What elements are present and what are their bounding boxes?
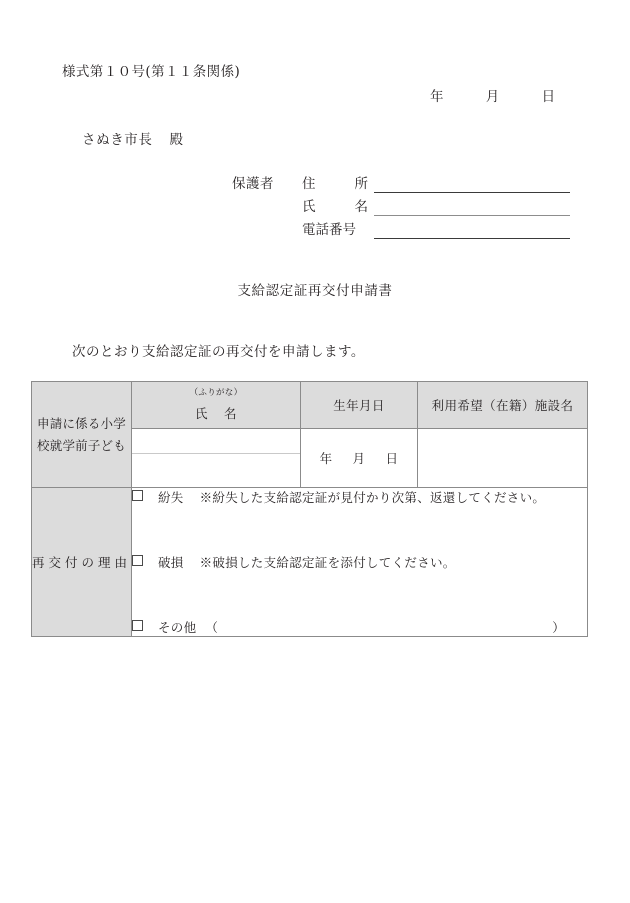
reason-option-damaged-note: ※破損した支給認定証を添付してください。 (199, 555, 456, 570)
name-input[interactable] (132, 454, 300, 487)
checkbox-icon[interactable] (132, 555, 143, 566)
reason-option-other[interactable] (132, 618, 587, 636)
birth-day-label: 日 (385, 451, 399, 466)
reason-other-open-paren: （ (205, 620, 219, 635)
guardian-name-row (302, 193, 570, 216)
birth-year-label: 年 (319, 451, 333, 466)
date-year-label: 年 (430, 89, 444, 105)
birth-month-label: 月 (352, 451, 366, 466)
name-input-cell[interactable] (132, 429, 301, 488)
guardian-name-input[interactable] (374, 198, 570, 216)
child-label-line1: 申請に係る小学 (37, 415, 126, 431)
guardian-fields (302, 170, 570, 239)
reason-option-lost-label: 紛失 (158, 490, 184, 505)
birthdate-column-header: 生年月日 (301, 382, 418, 429)
form-code-label: 様式第１０号(第１１条関係) (62, 64, 241, 80)
intro-sentence: 次のとおり支給認定証の再交付を申請します。 (72, 344, 365, 360)
guardian-name-label: 氏 名 (302, 198, 368, 215)
name-label: 氏 名 (194, 405, 238, 421)
reason-other-close-paren: ） (552, 620, 565, 635)
guardian-phone-label: 電話番号 (302, 221, 356, 238)
reason-section-label: 再交付の理由 (32, 488, 132, 637)
document-title: 支給認定証再交付申請書 (237, 283, 393, 299)
furigana-label: （ふりがな） (189, 388, 243, 399)
reason-option-damaged[interactable] (132, 553, 587, 571)
furigana-input[interactable] (132, 429, 300, 454)
child-label-line2: 校就学前子ども (37, 437, 126, 453)
birthdate-input-cell[interactable] (301, 429, 418, 488)
table-row (32, 382, 588, 429)
facility-column-header: 利用希望（在籍）施設名 (418, 382, 588, 429)
guardian-phone-row (302, 216, 570, 239)
addressee-honorific: 殿 (169, 132, 184, 148)
checkbox-icon[interactable] (132, 490, 143, 501)
checkbox-icon[interactable] (132, 620, 143, 631)
application-table (31, 381, 588, 637)
guardian-address-label: 住 所 (302, 175, 368, 192)
guardian-address-row (302, 170, 570, 193)
addressee-name: さぬき市長 (82, 132, 153, 148)
reason-option-other-label: その他 (158, 620, 197, 635)
guardian-title: 保護者 (232, 176, 274, 192)
date-entry-line (430, 85, 555, 105)
reason-options-cell (132, 488, 588, 637)
name-column-header (132, 382, 301, 429)
guardian-phone-input[interactable] (374, 221, 570, 239)
guardian-address-input[interactable] (374, 175, 570, 193)
addressee-line (82, 128, 184, 148)
reason-option-lost-note: ※紛失した支給認定証が見付かり次第、返還してください。 (199, 490, 546, 505)
facility-input-cell[interactable] (418, 429, 588, 488)
table-row (32, 488, 588, 637)
date-day-label: 日 (541, 89, 556, 105)
child-section-label (32, 382, 132, 488)
date-month-label: 月 (485, 89, 500, 105)
reason-option-lost[interactable] (132, 488, 587, 506)
reason-option-damaged-label: 破損 (158, 555, 184, 570)
